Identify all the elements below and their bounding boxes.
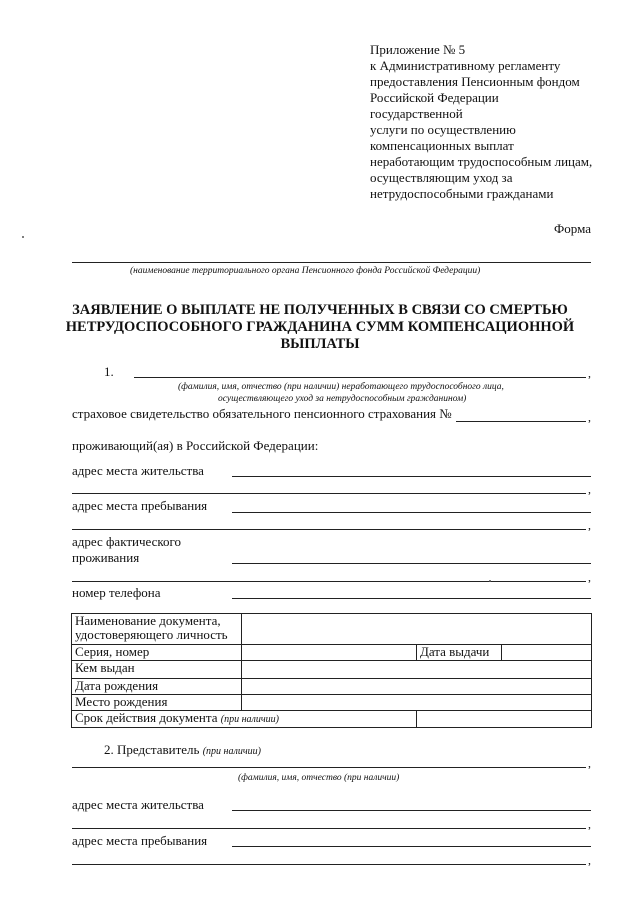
comma: ,	[588, 756, 591, 770]
comma: ,	[588, 570, 591, 584]
table-row	[72, 695, 592, 711]
appendix-line: Российской Федерации	[370, 90, 499, 105]
doc-name-value[interactable]	[242, 614, 592, 645]
applicant-caption: (фамилия, имя, отчество (при наличии) неработающего трудоспособного лица,	[178, 382, 504, 392]
issue-date-value[interactable]	[502, 645, 592, 661]
residence-field[interactable]	[232, 476, 591, 477]
table-row	[72, 711, 592, 728]
birth-place-value[interactable]	[242, 695, 592, 711]
appendix-line: компенсационных выплат	[370, 138, 514, 153]
scan-speck	[22, 236, 24, 238]
comma: ,	[588, 518, 591, 532]
issued-by-label: Кем выдан	[72, 661, 242, 679]
insurance-label: страховое свидетельство обязательного пенсионного страхования №	[72, 406, 452, 421]
birth-date-value[interactable]	[242, 679, 592, 695]
scan-speck	[489, 580, 491, 582]
appendix-header	[370, 42, 592, 202]
rep-residence-field[interactable]	[232, 810, 591, 811]
appendix-line: государственной	[370, 106, 463, 121]
appendix-line: нетрудоспособными гражданами	[370, 186, 554, 201]
table-row	[72, 661, 592, 679]
title-line: ВЫПЛАТЫ	[280, 336, 360, 352]
title-line: ЗАЯВЛЕНИЕ О ВЫПЛАТЕ НЕ ПОЛУЧЕННЫХ В СВЯЗИ СО СМЕРТЬЮ	[72, 302, 568, 318]
representative-name-field[interactable]	[72, 767, 586, 768]
appendix-line: к Административному регламенту	[370, 58, 561, 73]
validity-value[interactable]	[417, 711, 592, 728]
stay-field[interactable]	[232, 512, 591, 513]
comma: ,	[588, 482, 591, 496]
comma: ,	[588, 410, 591, 424]
doc-name-label: Наименование документа, удостоверяющего личность	[72, 614, 242, 645]
section1-number: 1.	[104, 364, 114, 379]
actual-label: адрес фактического	[72, 534, 182, 549]
comma: ,	[588, 817, 591, 831]
issued-by-value[interactable]	[242, 661, 592, 679]
appendix-line: предоставления Пенсионным фондом	[370, 74, 580, 89]
phone-label: номер телефона	[72, 585, 161, 600]
stay-label: адрес места пребывания	[72, 498, 208, 513]
appendix-line: осуществляющим уход за	[370, 170, 513, 185]
residence-label: адрес места жительства	[72, 463, 204, 478]
rep-stay-label: адрес места пребывания	[72, 833, 208, 848]
stay-field-cont[interactable]	[72, 529, 586, 530]
office-caption: (наименование территориального органа Пенсионного фонда Российской Федерации)	[130, 266, 481, 276]
form-label: Форма	[554, 221, 591, 236]
title-line: НЕТРУДОСПОСОБНОГО ГРАЖДАНИНА СУММ КОМПЕНСАЦИОННОЙ	[65, 319, 575, 335]
residing-label: проживающий(ая) в Российской Федерации:	[72, 438, 319, 453]
series-value[interactable]	[242, 645, 417, 661]
validity-label: Срок действия документа (при наличии)	[72, 711, 417, 728]
appendix-line: услуги по осуществлению	[370, 122, 516, 137]
rep-stay-field[interactable]	[232, 846, 591, 847]
actual-field-cont[interactable]	[72, 581, 586, 582]
actual-label: проживания	[72, 550, 140, 565]
representative-caption: (фамилия, имя, отчество (при наличии)	[238, 773, 400, 783]
comma: ,	[588, 853, 591, 867]
id-document-table	[71, 613, 592, 728]
birth-place-label: Место рождения	[72, 695, 242, 711]
birth-date-label: Дата рождения	[72, 679, 242, 695]
phone-field[interactable]	[232, 598, 591, 599]
actual-field[interactable]	[232, 563, 591, 564]
table-row	[72, 679, 592, 695]
rep-residence-label: адрес места жительства	[72, 797, 204, 812]
series-label: Серия, номер	[72, 645, 242, 661]
page-title	[60, 302, 580, 353]
applicant-caption: осуществляющего уход за нетрудоспособным гражданином)	[218, 394, 467, 404]
table-row	[72, 645, 592, 661]
rep-stay-field-cont[interactable]	[72, 864, 586, 865]
insurance-number-field[interactable]	[456, 421, 586, 422]
issue-date-label: Дата выдачи	[417, 645, 502, 661]
residence-field-cont[interactable]	[72, 493, 586, 494]
office-name-field[interactable]	[72, 262, 591, 263]
table-row	[72, 614, 592, 645]
appendix-line: неработающим трудоспособным лицам,	[370, 154, 593, 169]
rep-residence-field-cont[interactable]	[72, 828, 586, 829]
appendix-line: Приложение № 5	[370, 42, 466, 57]
comma: ,	[588, 366, 591, 380]
section2-label: 2. Представитель (при наличии)	[104, 742, 261, 757]
applicant-name-field[interactable]	[134, 377, 586, 378]
